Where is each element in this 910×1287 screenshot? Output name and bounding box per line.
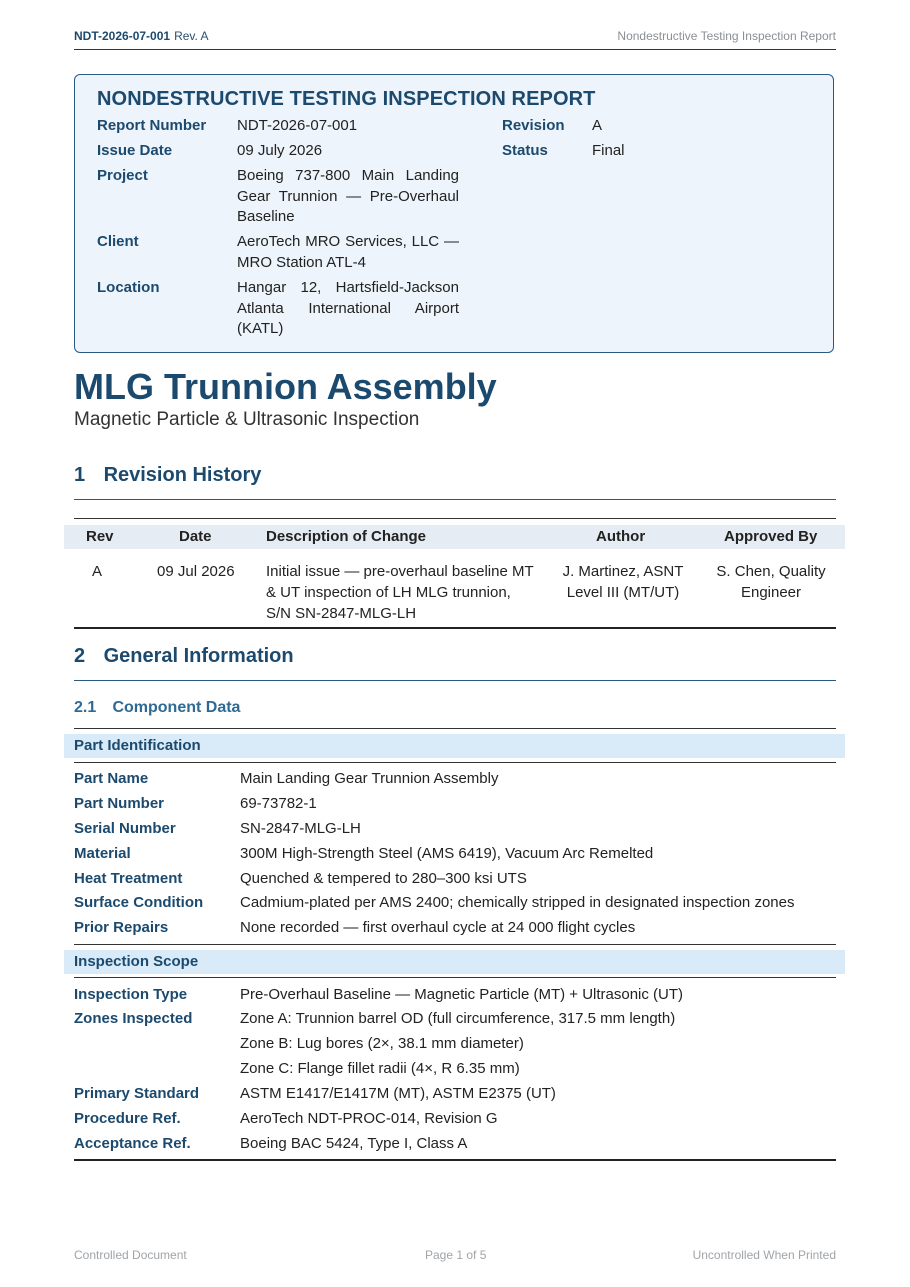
- client-label: Client: [97, 233, 139, 250]
- table-top-rule: [74, 518, 836, 519]
- issue-date-value: 09 July 2026: [237, 142, 323, 159]
- author-line: J. Martinez, ASNT: [562, 563, 684, 580]
- footer-page-number: Page 1 of 5: [425, 1248, 487, 1262]
- col-header-date: Date: [179, 528, 212, 545]
- cell-description: [266, 561, 534, 624]
- row-key: Serial Number: [74, 820, 176, 837]
- header-doc-id: [74, 29, 209, 43]
- col-header-rev: Rev: [86, 528, 114, 545]
- table-bottom-rule: [74, 627, 836, 629]
- row-value: Cadmium-plated per AMS 2400; chemically stripped in designated inspection zones: [240, 894, 795, 911]
- table-row: [74, 1010, 836, 1035]
- status-value: Final: [592, 142, 625, 159]
- row-value: Zone A: Trunnion barrel OD (full circumference, 317.5 mm length): [240, 1010, 676, 1027]
- row-key: Material: [74, 845, 131, 862]
- table-row: [74, 845, 836, 870]
- row-value: 69-73782-1: [240, 795, 317, 812]
- group-rule: [74, 944, 836, 945]
- project-label: Project: [97, 167, 148, 184]
- section-heading-general-information: [74, 645, 836, 681]
- desc-line: S/N SN-2847-MLG-LH: [266, 605, 417, 622]
- table-row: [74, 1110, 836, 1135]
- table-row: [74, 1060, 836, 1085]
- approved-line: S. Chen, Quality: [716, 563, 826, 580]
- group-rule: [74, 977, 836, 978]
- row-value: Main Landing Gear Trunnion Assembly: [240, 770, 499, 787]
- group-band-inspection-scope: [64, 950, 845, 974]
- header-revision: Rev. A: [174, 29, 209, 43]
- cell-rev: A: [92, 563, 103, 580]
- report-number-label: Report Number: [97, 117, 207, 134]
- subsection-title: Component Data: [112, 699, 241, 716]
- desc-line: & UT inspection of LH MLG trunnion,: [266, 584, 511, 601]
- col-header-approved-by: Approved By: [724, 528, 818, 545]
- running-header: [74, 29, 836, 50]
- row-key: Part Number: [74, 795, 165, 812]
- footer-left: Controlled Document: [74, 1248, 187, 1262]
- document-title: MLG Trunnion Assembly: [74, 366, 497, 407]
- location-label: Location: [97, 279, 160, 296]
- row-value: Pre-Overhaul Baseline — Magnetic Particle (MT) + Ultrasonic (UT): [240, 986, 684, 1003]
- table-row: [74, 795, 836, 820]
- cell-date: 09 Jul 2026: [157, 563, 235, 580]
- client-value: AeroTech MRO Services, LLC — MRO Station ATL-4: [237, 233, 459, 271]
- row-key: Inspection Type: [74, 986, 188, 1003]
- table-row: [74, 1085, 836, 1110]
- table-top-rule: [74, 728, 836, 729]
- row-key: Zones Inspected: [74, 1010, 193, 1027]
- row-key: Part Name: [74, 770, 149, 787]
- table-row: [74, 770, 836, 795]
- table-row: [74, 919, 836, 944]
- report-info-box: [74, 74, 834, 353]
- location-value: Hangar 12, Hartsfield-Jackson Atlanta International Airport (KATL): [237, 279, 459, 337]
- cell-author: [554, 561, 692, 603]
- group-title: Part Identification: [74, 737, 201, 754]
- table-row: [74, 1035, 836, 1060]
- section-number: 2: [74, 645, 86, 667]
- col-header-description: Description of Change: [266, 528, 427, 545]
- cell-approved-by: [704, 561, 838, 603]
- approved-line: Engineer: [740, 584, 802, 601]
- row-key: Prior Repairs: [74, 919, 169, 936]
- revision-value: A: [592, 117, 603, 134]
- section-title: Revision History: [103, 464, 262, 486]
- footer-right: Uncontrolled When Printed: [692, 1248, 836, 1262]
- desc-line: Initial issue — pre-overhaul baseline MT: [266, 563, 534, 580]
- revision-label: Revision: [502, 117, 565, 134]
- row-value: 300M High-Strength Steel (AMS 6419), Vacuum Arc Remelted: [240, 845, 654, 862]
- table-bottom-rule: [74, 1159, 836, 1161]
- section-heading-revision-history: [74, 464, 836, 500]
- table-row: [74, 894, 836, 919]
- col-header-author: Author: [596, 528, 646, 545]
- group-band-part-identification: [64, 734, 845, 758]
- group-title: Inspection Scope: [74, 953, 199, 970]
- row-value: Quenched & tempered to 280–300 ksi UTS: [240, 870, 527, 887]
- row-key: Heat Treatment: [74, 870, 183, 887]
- report-heading: NONDESTRUCTIVE TESTING INSPECTION REPORT: [97, 88, 596, 110]
- row-value: Boeing BAC 5424, Type I, Class A: [240, 1135, 468, 1152]
- row-value: None recorded — first overhaul cycle at 24 000 flight cycles: [240, 919, 636, 936]
- row-key: Acceptance Ref.: [74, 1135, 191, 1152]
- row-key: Surface Condition: [74, 894, 204, 911]
- header-doc-number: NDT-2026-07-001: [74, 29, 171, 43]
- row-value: AeroTech NDT-PROC-014, Revision G: [240, 1110, 498, 1127]
- subsection-heading-component-data: [74, 699, 240, 717]
- table-row: [74, 1135, 836, 1160]
- document-subtitle: Magnetic Particle & Ultrasonic Inspection: [74, 409, 420, 430]
- table-row: [74, 870, 836, 895]
- row-value: SN-2847-MLG-LH: [240, 820, 361, 837]
- table-row: [74, 820, 836, 845]
- row-value: ASTM E1417/E1417M (MT), ASTM E2375 (UT): [240, 1085, 556, 1102]
- row-value: Zone B: Lug bores (2×, 38.1 mm diameter): [240, 1035, 524, 1052]
- row-value: Zone C: Flange fillet radii (4×, R 6.35 mm): [240, 1060, 520, 1077]
- group-rule: [74, 762, 836, 763]
- header-report-type: Nondestructive Testing Inspection Report: [617, 29, 836, 43]
- issue-date-label: Issue Date: [97, 142, 173, 159]
- table-row: [74, 986, 836, 1011]
- project-value: Boeing 737-800 Main Landing Gear Trunnion — Pre-Overhaul Baseline: [237, 167, 459, 225]
- section-number: 1: [74, 464, 86, 486]
- author-line: Level III (MT/UT): [566, 584, 680, 601]
- report-number-value: NDT-2026-07-001: [237, 117, 358, 134]
- status-label: Status: [502, 142, 548, 159]
- section-title: General Information: [103, 645, 294, 667]
- row-key: Procedure Ref.: [74, 1110, 181, 1127]
- subsection-number: 2.1: [74, 699, 97, 716]
- row-key: Primary Standard: [74, 1085, 200, 1102]
